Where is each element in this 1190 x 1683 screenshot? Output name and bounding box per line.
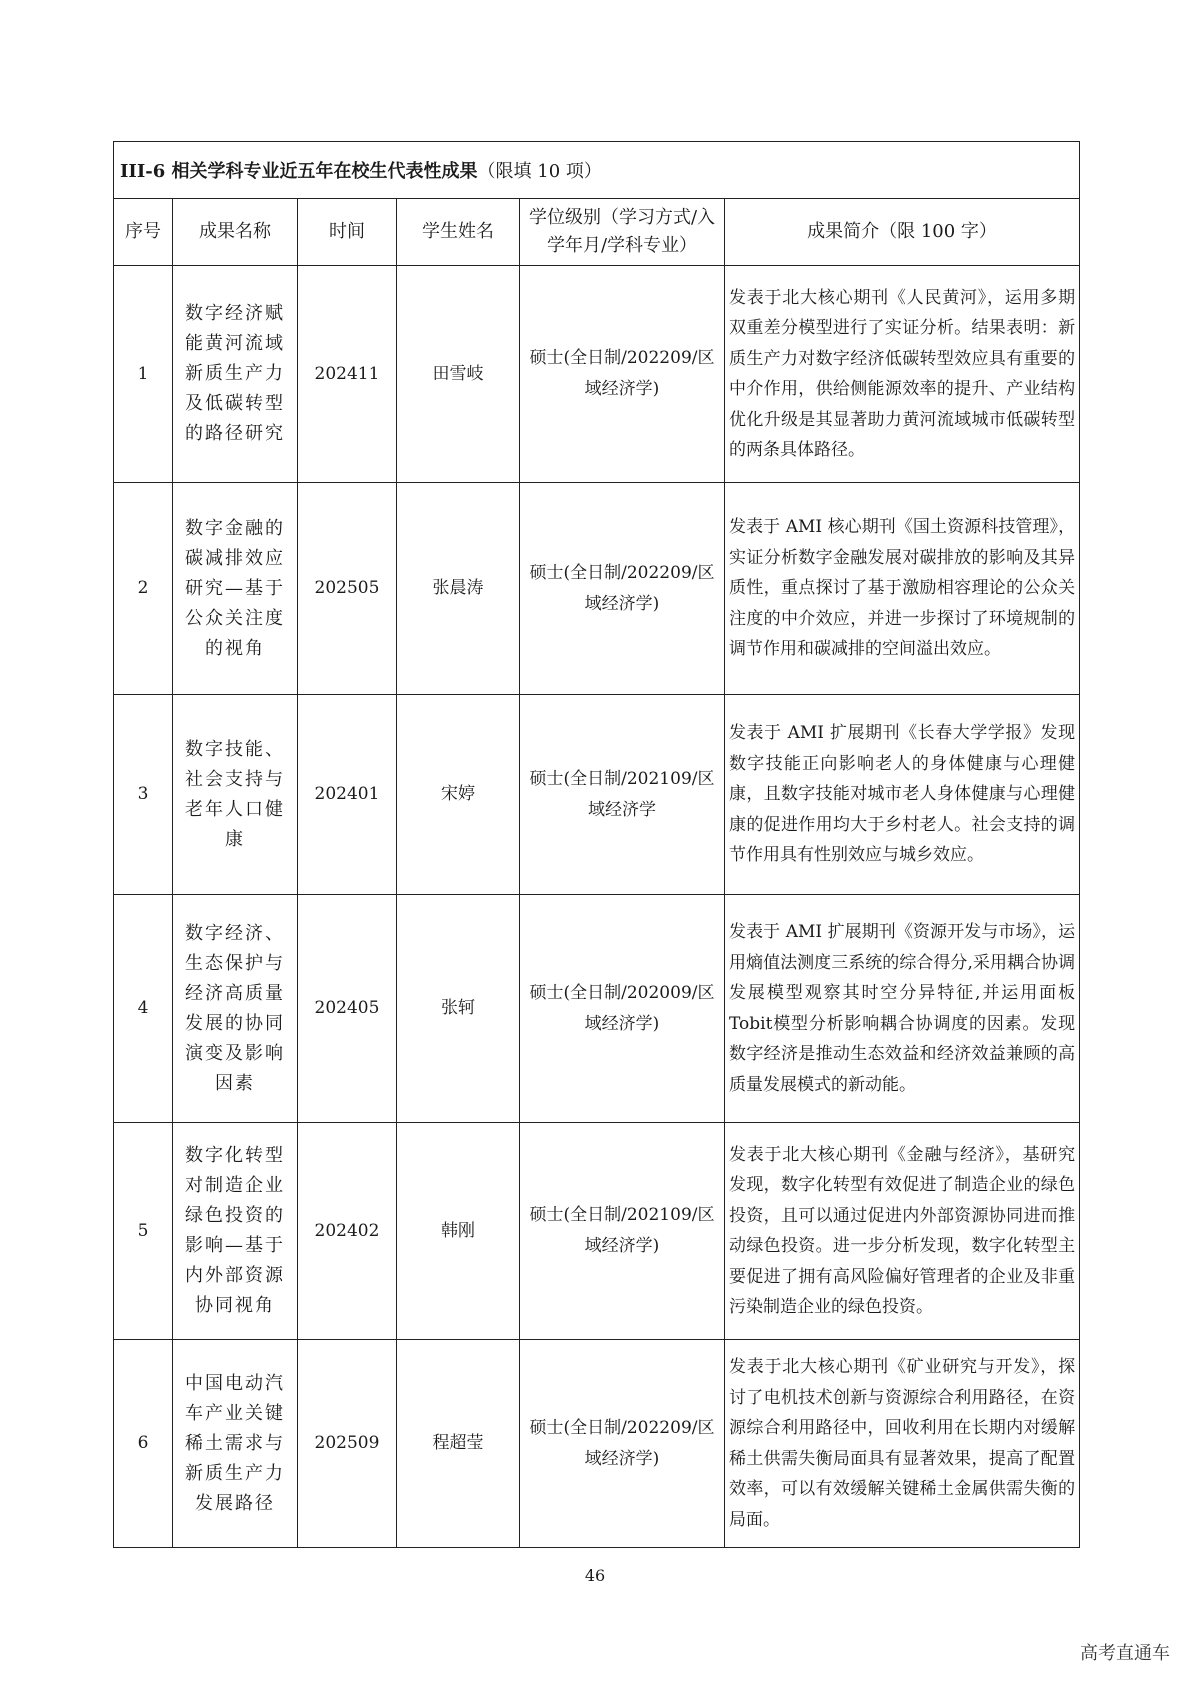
header-time: 时间 <box>298 199 397 266</box>
row-degree: 硕士(全日制/202109/区域经济学) <box>520 1123 725 1340</box>
table-title-text: III-6 相关学科专业近五年在校生代表性成果 <box>120 161 478 182</box>
row-degree: 硕士(全日制/202109/区域经济学 <box>520 695 725 895</box>
header-name: 成果名称 <box>173 199 298 266</box>
table-row <box>114 483 1080 695</box>
table-title <box>114 142 1080 199</box>
page-number: 46 <box>584 1566 606 1585</box>
row-student: 田雪岐 <box>397 266 520 483</box>
row-degree: 硕士(全日制/202009/区域经济学) <box>520 895 725 1123</box>
row-time: 202411 <box>298 266 397 483</box>
row-index: 5 <box>114 1123 173 1340</box>
row-time: 202402 <box>298 1123 397 1340</box>
table-row <box>114 695 1080 895</box>
header-student: 学生姓名 <box>397 199 520 266</box>
row-time: 202405 <box>298 895 397 1123</box>
row-index: 6 <box>114 1340 173 1548</box>
row-summary: 发表于 AMI 扩展期刊《长春大学学报》发现数字技能正向影响老人的身体健康与心理健康，且数字技能对城市老人身体健康与心理健康的促进作用均大于乡村老人。社会支持的调节作用具有性别效应与城乡效应。 <box>725 695 1080 895</box>
row-index: 1 <box>114 266 173 483</box>
row-summary: 发表于 AMI 扩展期刊《资源开发与市场》，运用熵值法测度三系统的综合得分,采用耦合协调发展模型观察其时空分异特征,并运用面板Tobit模型分析影响耦合协调度的因素。发现数字经济是推动生态效益和经济效益兼顾的高质量发展模式的新动能。 <box>725 895 1080 1123</box>
table-row <box>114 895 1080 1123</box>
row-student: 张轲 <box>397 895 520 1123</box>
row-name: 数字金融的碳减排效应研究—基于公众关注度的视角 <box>173 483 298 695</box>
row-index: 4 <box>114 895 173 1123</box>
header-summary: 成果简介（限 100 字） <box>725 199 1080 266</box>
row-name: 中国电动汽车产业关键稀土需求与新质生产力发展路径 <box>173 1340 298 1548</box>
row-summary: 发表于 AMI 核心期刊《国土资源科技管理》，实证分析数字金融发展对碳排放的影响及其异质性，重点探讨了基于激励相容理论的公众关注度的中介效应，并进一步探讨了环境规制的调节作用和碳减排的空间溢出效应。 <box>725 483 1080 695</box>
row-index: 2 <box>114 483 173 695</box>
row-degree: 硕士(全日制/202209/区域经济学) <box>520 266 725 483</box>
row-student: 宋婷 <box>397 695 520 895</box>
table-row <box>114 266 1080 483</box>
table-row <box>114 1123 1080 1340</box>
header-degree: 学位级别（学习方式/入学年月/学科专业） <box>520 199 725 266</box>
row-time: 202509 <box>298 1340 397 1548</box>
row-summary: 发表于北大核心期刊《金融与经济》，基研究发现，数字化转型有效促进了制造企业的绿色投资，且可以通过促进内外部资源协同进而推动绿色投资。进一步分析发现，数字化转型主要促进了拥有高风险偏好管理者的企业及非重污染制造企业的绿色投资。 <box>725 1123 1080 1340</box>
row-index: 3 <box>114 695 173 895</box>
table-title-note: （限填 10 项） <box>477 161 602 182</box>
row-summary: 发表于北大核心期刊《矿业研究与开发》，探讨了电机技术创新与资源综合利用路径，在资源综合利用路径中，回收利用在长期内对缓解稀土供需失衡局面具有显著效果，提高了配置效率，可以有效缓解关键稀土金属供需失衡的局面。 <box>725 1340 1080 1548</box>
row-degree: 硕士(全日制/202209/区域经济学) <box>520 483 725 695</box>
row-student: 张晨涛 <box>397 483 520 695</box>
achievements-table <box>113 141 1080 1548</box>
row-name: 数字经济、生态保护与经济高质量发展的协同演变及影响因素 <box>173 895 298 1123</box>
row-name: 数字技能、社会支持与老年人口健康 <box>173 695 298 895</box>
row-summary: 发表于北大核心期刊《人民黄河》，运用多期双重差分模型进行了实证分析。结果表明：新质生产力对数字经济低碳转型效应具有重要的中介作用，供给侧能源效率的提升、产业结构优化升级是其显著助力黄河流域城市低碳转型的两条具体路径。 <box>725 266 1080 483</box>
row-student: 韩刚 <box>397 1123 520 1340</box>
table-header-row <box>114 199 1080 266</box>
row-student: 程超莹 <box>397 1340 520 1548</box>
row-name: 数字经济赋能黄河流域新质生产力及低碳转型的路径研究 <box>173 266 298 483</box>
row-degree: 硕士(全日制/202209/区域经济学) <box>520 1340 725 1548</box>
row-name: 数字化转型对制造企业绿色投资的影响—基于内外部资源协同视角 <box>173 1123 298 1340</box>
table-row <box>114 1340 1080 1548</box>
header-index: 序号 <box>114 199 173 266</box>
row-time: 202401 <box>298 695 397 895</box>
row-time: 202505 <box>298 483 397 695</box>
watermark-text: 高考直通车 <box>1080 1643 1170 1664</box>
